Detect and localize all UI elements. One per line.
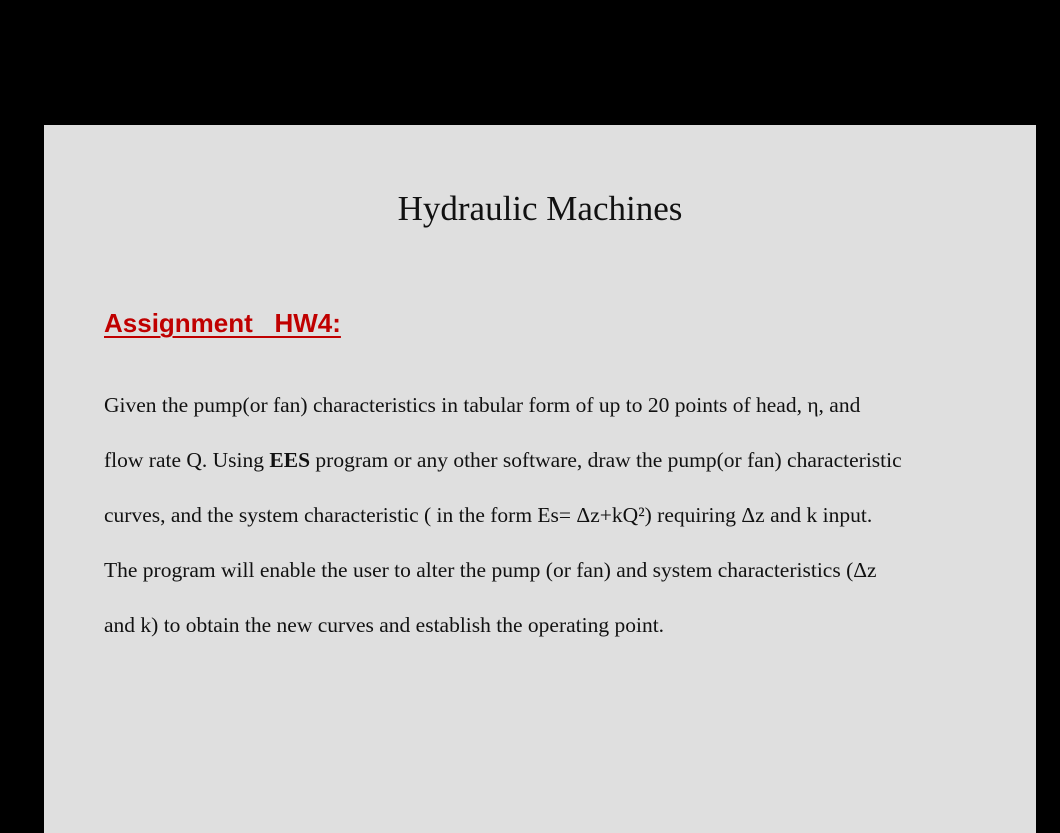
assignment-body	[104, 389, 1004, 664]
document-title: Hydraulic Machines	[397, 189, 683, 228]
body-line-5: and k) to obtain the new curves and establish the operating point.	[104, 613, 665, 637]
ees-emphasis: EES	[269, 448, 311, 472]
body-line-1: Given the pump(or fan) characteristics in tabular form of up to 20 points of head, η, and	[104, 393, 861, 417]
body-line-2-start: flow rate Q. Using	[104, 448, 270, 472]
document-page	[44, 125, 1036, 833]
assignment-heading: Assignment HW4:	[104, 308, 341, 338]
body-line-2	[104, 444, 1004, 499]
body-line-4: The program will enable the user to alter the pump (or fan) and system characteristics (Δz	[104, 558, 877, 582]
body-line-3: curves, and the system characteristic ( in the form Es= Δz+kQ²) requiring Δz and k input.	[104, 503, 873, 527]
body-line-2-end: program or any other software, draw the pump(or fan) characteristic	[310, 448, 902, 472]
